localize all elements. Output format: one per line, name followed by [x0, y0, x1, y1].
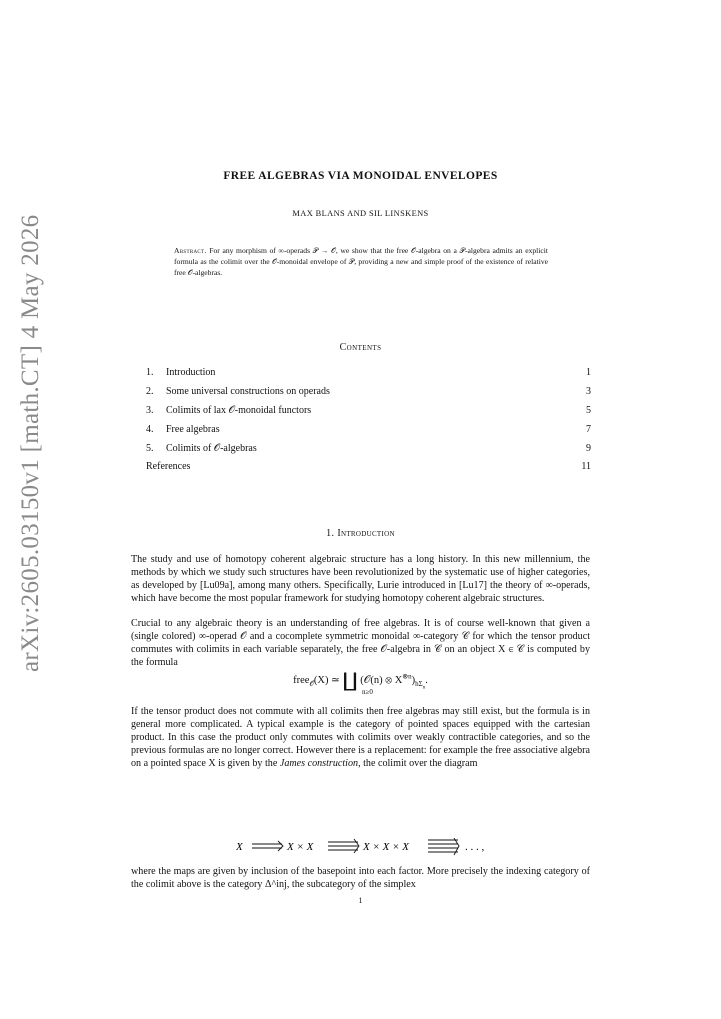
formula-body: (𝒪(n) ⊗ X — [360, 675, 403, 686]
toc-item-page: 5 — [586, 404, 591, 416]
formula-index: n≥0 — [362, 688, 373, 696]
toc-item-label: Colimits of lax 𝒪-monoidal functors — [166, 404, 312, 416]
paragraph — [131, 705, 590, 770]
paragraph-text: If the tensor product does not commute with all colimits then free algebras may still exist, but the formula is in general more complicated. A typical example is the category of pointed spaces equipped with the cartesian product. In this case the product only commutes with colimits over weakly contractible categories, and so the previous formulas are no longer correct. However there is a replacement: for example the free associative algebra on a pointed space X is given by the — [131, 706, 590, 769]
toc-item[interactable] — [146, 460, 591, 479]
arxiv-identifier: arXiv:2605.03150v1 [math.CT] 4 May 2026 — [17, 214, 44, 672]
diagram-arrows-3 — [428, 838, 459, 855]
formula-sub-n: n — [422, 685, 426, 691]
formula-body-end: ) — [411, 675, 416, 686]
toc-item-page: 3 — [586, 385, 591, 397]
toc-item-label: Free algebras — [166, 423, 220, 435]
toc-item-page: 1 — [586, 367, 591, 378]
diagram-arrows-1 — [252, 841, 283, 851]
page-number: 1 — [358, 896, 363, 905]
diagram-term: X × X × X — [363, 841, 410, 853]
diagram-term: X — [236, 841, 243, 853]
toc-item-number: 4. — [146, 423, 154, 435]
toc-item-number: 5. — [146, 442, 154, 454]
toc-item-label: Some universal constructions on operads — [166, 385, 330, 397]
toc-item-label: Introduction — [166, 367, 216, 378]
toc-item-page: 7 — [586, 423, 591, 435]
paragraph-text: , the colimit over the diagram — [358, 758, 478, 769]
toc-item-number: 2. — [146, 385, 154, 397]
free-algebra-formula — [0, 668, 721, 693]
formula-lhs-arg: (X) ≃ — [313, 675, 343, 686]
formula-tail: . — [425, 675, 428, 686]
toc-item-label: References — [146, 461, 191, 473]
paragraph: The study and use of homotopy coherent algebraic structure has a long history. In this new millennium, the methods by which we study such structures have been revolutionized by the systematic use of higher categories, as developed by [Lu09a], among many others. Specifically, Lurie introduced in [Lu17] the theory of ∞-operads, which have become the most popular framework for studying homotopy coherent algebraic structures. — [131, 554, 590, 604]
formula-lhs: free — [293, 675, 310, 686]
coproduct-symbol: ∐ — [342, 670, 358, 692]
abstract-label: Abstract. — [174, 246, 207, 255]
section-number: 1. — [326, 528, 335, 539]
table-of-contents — [146, 366, 591, 479]
section-title: Introduction — [337, 528, 395, 539]
toc-item[interactable] — [146, 385, 591, 404]
diagram-term: X × X — [287, 841, 314, 853]
abstract — [174, 246, 548, 278]
diagram-term: . . . , — [465, 841, 485, 853]
paragraph: where the maps are given by inclusion of the basepoint into each factor. More precisely the indexing category of the colimit above is the category Δ^inj, the subcategory of the simplex — [131, 866, 590, 890]
james-construction-diagram — [236, 838, 496, 860]
paragraph: Crucial to any algebraic theory is an understanding of free algebras. It is of course well-known that given a (single colored) ∞-operad 𝒪 and a cocomplete symmetric monoidal ∞-category 𝒞 for which the tensor product commutes with colimits in each variable separately, the free 𝒪-algebra in 𝒞 on an object X ∈ 𝒞 is computed by the formula — [131, 618, 590, 668]
diagram-arrows-2 — [328, 839, 359, 853]
emphasis: James construction — [279, 758, 359, 769]
toc-item[interactable] — [146, 366, 591, 385]
toc-item[interactable] — [146, 423, 591, 442]
formula-lhs-sub: 𝒪 — [309, 680, 314, 689]
toc-item-label: Colimits of 𝒪-algebras — [166, 442, 257, 454]
formula-sup: ⊗n — [402, 672, 412, 681]
toc-item-number: 3. — [146, 404, 154, 416]
toc-item-number: 1. — [146, 367, 154, 378]
paper-authors: MAX BLANS AND SIL LINSKENS — [292, 209, 429, 218]
toc-item-page: 9 — [586, 442, 591, 454]
paper-title: FREE ALGEBRAS VIA MONOIDAL ENVELOPES — [223, 170, 498, 182]
toc-item-page: 11 — [581, 461, 591, 473]
contents-heading: Contents — [339, 342, 382, 353]
toc-item[interactable] — [146, 404, 591, 423]
section-heading — [0, 528, 721, 539]
formula-sub: hΣ — [415, 680, 423, 689]
abstract-text: For any morphism of ∞-operads 𝒫 → 𝒪, we show that the free 𝒪-algebra on a 𝒫-algebra admits an explicit formula as the colimit over the 𝒪-monoidal envelope of 𝒫, providing a new and simple proof of the existence of relative free 𝒪-algebras. — [174, 246, 548, 277]
toc-item[interactable] — [146, 442, 591, 461]
